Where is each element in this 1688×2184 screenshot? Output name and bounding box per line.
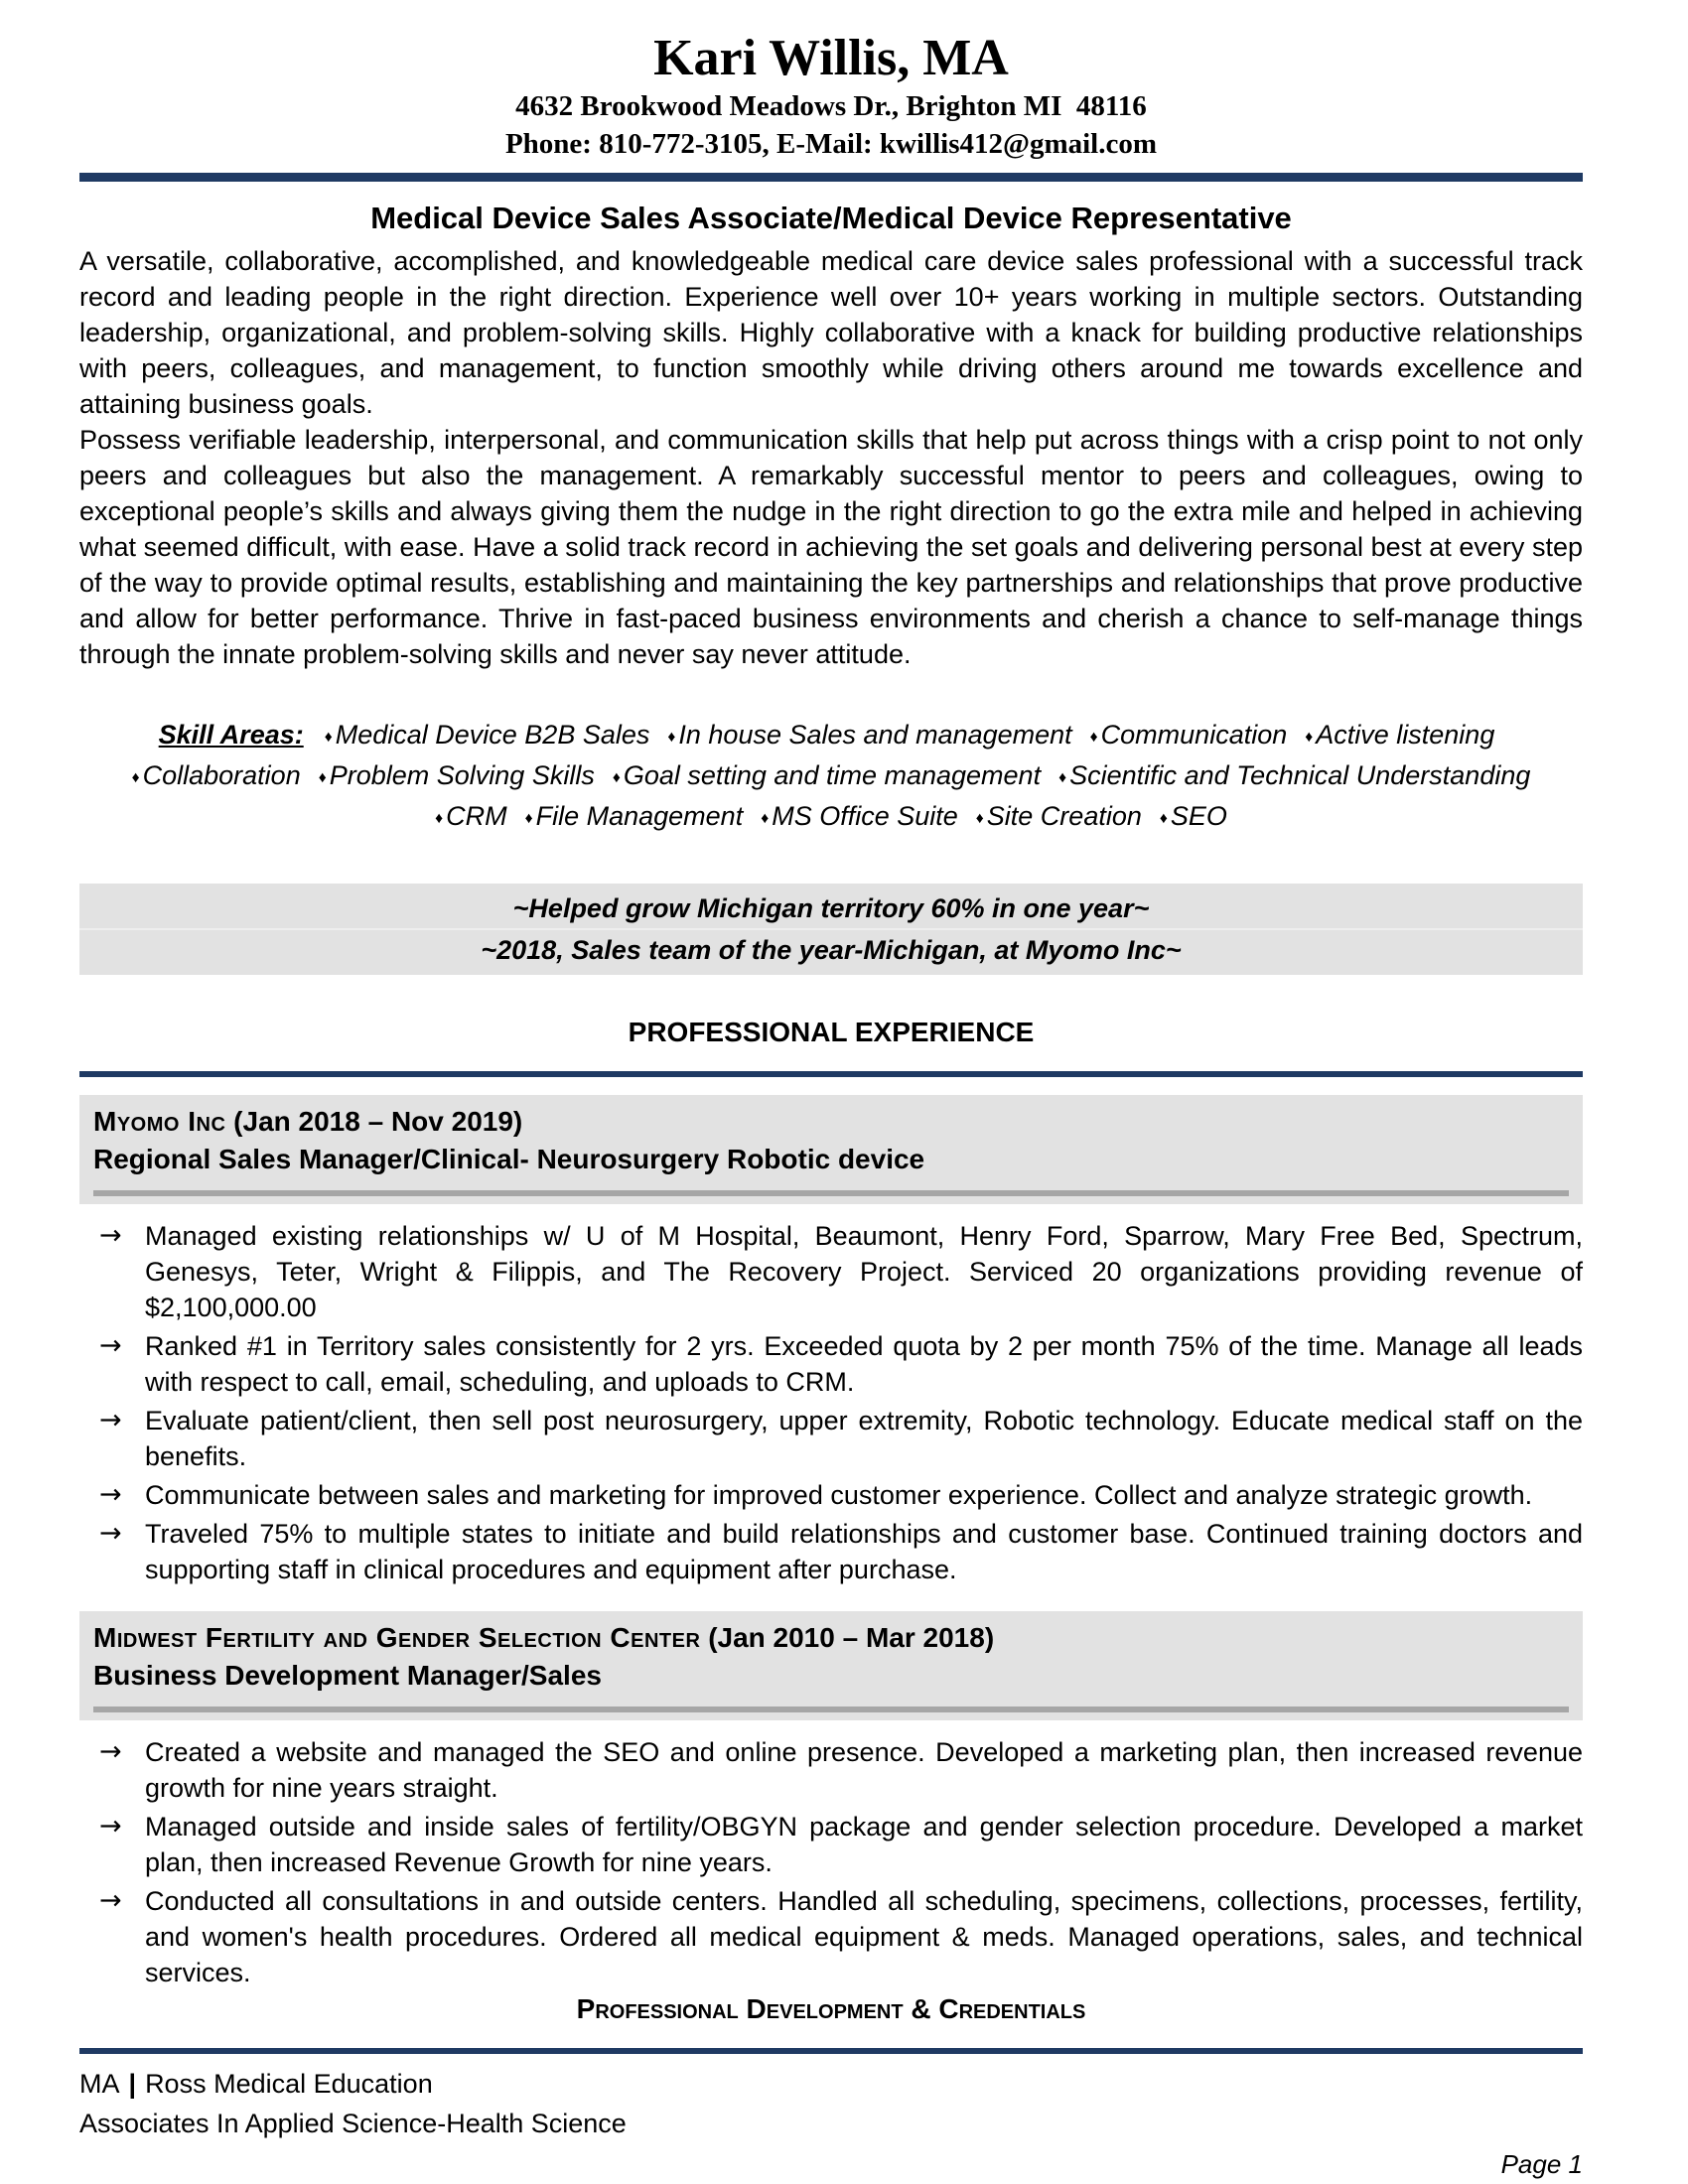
job-section-midwest-fertility — [79, 1611, 1583, 1990]
section-heading-credentials: Professional Development & Credentials — [576, 1993, 1086, 2025]
achievement-line: ~Helped grow Michigan territory 60% in one year~ — [512, 893, 1150, 923]
page-number: Page 1 — [1500, 2149, 1583, 2180]
job-header — [79, 1095, 1583, 1204]
skill-line — [79, 756, 1583, 797]
credential-detail-line: Associates In Applied Science-Health Science — [79, 2109, 627, 2139]
resume-title: Medical Device Sales Associate/Medical Device Representative — [370, 201, 1292, 235]
company-name: Myomo Inc — [93, 1106, 226, 1138]
skill-item: ♦ Goal setting and time management — [613, 760, 1041, 790]
achievements-banner — [79, 884, 1583, 975]
skill-areas — [79, 716, 1583, 838]
summary-paragraph-2: Possess verifiable leadership, interpersonal, and communication skills that help put across things with a crisp point to not only peers and colleagues but also the management. A remarkably successful mentor to peers and colleagues, owing to exceptional people’s skills and always giving them the nudge in the right direction to go the extra mile and helped in achieving what seemed difficult, with ease. Have a solid track record in achieving the set goals and delivering personal best at every step of the way to provide optimal results, establishing and maintaining the key partnerships and relationships that prove productive and allow for better performance. Thrive in fast-paced business environments and cherish a chance to self-manage things through the innate problem-solving skills and never say never attitude. — [79, 425, 1583, 669]
job-bullet: → Created a website and managed the SEO and online presence. Developed a marketing plan, then increased revenue growth for nine years straight. — [99, 1734, 1583, 1806]
section-divider-rule — [79, 2048, 1583, 2054]
job-bullet: → Communicate between sales and marketing for improved customer experience. Collect and analyze strategic growth. — [99, 1477, 1583, 1513]
skill-item: ♦ Medical Device B2B Sales — [325, 720, 650, 750]
credential-degree-line — [79, 2064, 1583, 2104]
skill-item: ♦ File Management — [525, 801, 744, 831]
skill-line — [79, 797, 1583, 838]
skill-item: ♦ CRM — [435, 801, 507, 831]
job-bullet: → Managed outside and inside sales of fertility/OBGYN package and gender selection procedure. Developed a market plan, then increased Revenue Growth for nine years. — [99, 1809, 1583, 1880]
job-bullet-list — [79, 1218, 1583, 1587]
job-title: Regional Sales Manager/Clinical- Neurosurgery Robotic device — [93, 1144, 925, 1175]
job-company-line — [93, 1619, 1569, 1657]
skill-item: ♦ Site Creation — [976, 801, 1142, 831]
skill-line — [79, 716, 1583, 756]
skill-item: ♦ In house Sales and management — [667, 720, 1071, 750]
skill-item: ♦ Collaboration — [132, 760, 301, 790]
document-header — [79, 30, 1583, 163]
job-title: Business Development Manager/Sales — [93, 1660, 602, 1692]
credential-school: Ross Medical Education — [145, 2069, 433, 2100]
job-company-line — [93, 1103, 1569, 1141]
candidate-address: 4632 Brookwood Meadows Dr., Brighton MI 48116 — [515, 90, 1147, 122]
job-bullet: → Traveled 75% to multiple states to initiate and build relationships and customer base. Continued training doctors and supporting staff in clinical procedures and equipment after purchase. — [99, 1516, 1583, 1587]
achievement-line: ~2018, Sales team of the year-Michigan, at Myomo Inc~ — [79, 928, 1583, 970]
skill-item: ♦ Active listening — [1305, 720, 1494, 750]
credential-degree: MA — [79, 2069, 120, 2100]
job-bullet: → Ranked #1 in Territory sales consistently for 2 yrs. Exceeded quota by 2 per month 75% of the time. Manage all leads with respect to call, email, scheduling, and uploads to CRM. — [99, 1328, 1583, 1400]
company-name: Midwest Fertility and Gender Selection Center — [93, 1622, 701, 1654]
candidate-name: Kari Willis, MA — [653, 30, 1009, 86]
job-header-rule — [93, 1706, 1569, 1712]
job-header — [79, 1611, 1583, 1720]
skill-item: ♦ Communication — [1090, 720, 1288, 750]
credential-separator: | — [128, 2069, 137, 2100]
skill-item: ♦ Scientific and Technical Understanding — [1058, 760, 1530, 790]
skill-item: ♦ Problem Solving Skills — [319, 760, 595, 790]
section-heading-experience: PROFESSIONAL EXPERIENCE — [628, 1017, 1035, 1047]
header-divider-rule — [79, 173, 1583, 182]
job-bullet: → Conducted all consultations in and outside centers. Handled all scheduling, specimens, collections, processes, fertility, and women's health procedures. Ordered all medical equipment & meds. Managed operations, sales, and technical services. — [99, 1883, 1583, 1990]
job-bullet-list — [79, 1734, 1583, 1990]
summary-paragraph-1: A versatile, collaborative, accomplished, and knowledgeable medical care device sales professional with a successful track record and leading people in the right direction. Experience well over 10+ years working in multiple sectors. Outstanding leadership, organizational, and problem-solving skills. Highly collaborative with a knack for building productive relationships with peers, colleagues, and management, to function smoothly while driving others around me towards excellence and attaining business goals. — [79, 246, 1583, 419]
job-bullet: → Managed existing relationships w/ U of M Hospital, Beaumont, Henry Ford, Sparrow, Mary Free Bed, Spectrum, Genesys, Teter, Wright & Filippis, and The Recovery Project. Serviced 20 organizations providing revenue of $2,100,000.00 — [99, 1218, 1583, 1325]
job-bullet: → Evaluate patient/client, then sell post neurosurgery, upper extremity, Robotic technology. Educate medical staff on the benefits. — [99, 1403, 1583, 1474]
section-divider-rule — [79, 1071, 1583, 1077]
skill-item: ♦ SEO — [1160, 801, 1227, 831]
candidate-phone-email: Phone: 810-772-3105, E-Mail: kwillis412@gmail.com — [504, 128, 1158, 160]
skill-item: ♦ MS Office Suite — [761, 801, 958, 831]
job-dates: (Jan 2018 – Nov 2019) — [233, 1106, 523, 1138]
job-dates: (Jan 2010 – Mar 2018) — [708, 1622, 995, 1654]
skill-areas-label: Skill Areas: — [158, 720, 304, 750]
job-section-myomo — [79, 1095, 1583, 1587]
job-header-rule — [93, 1190, 1569, 1196]
